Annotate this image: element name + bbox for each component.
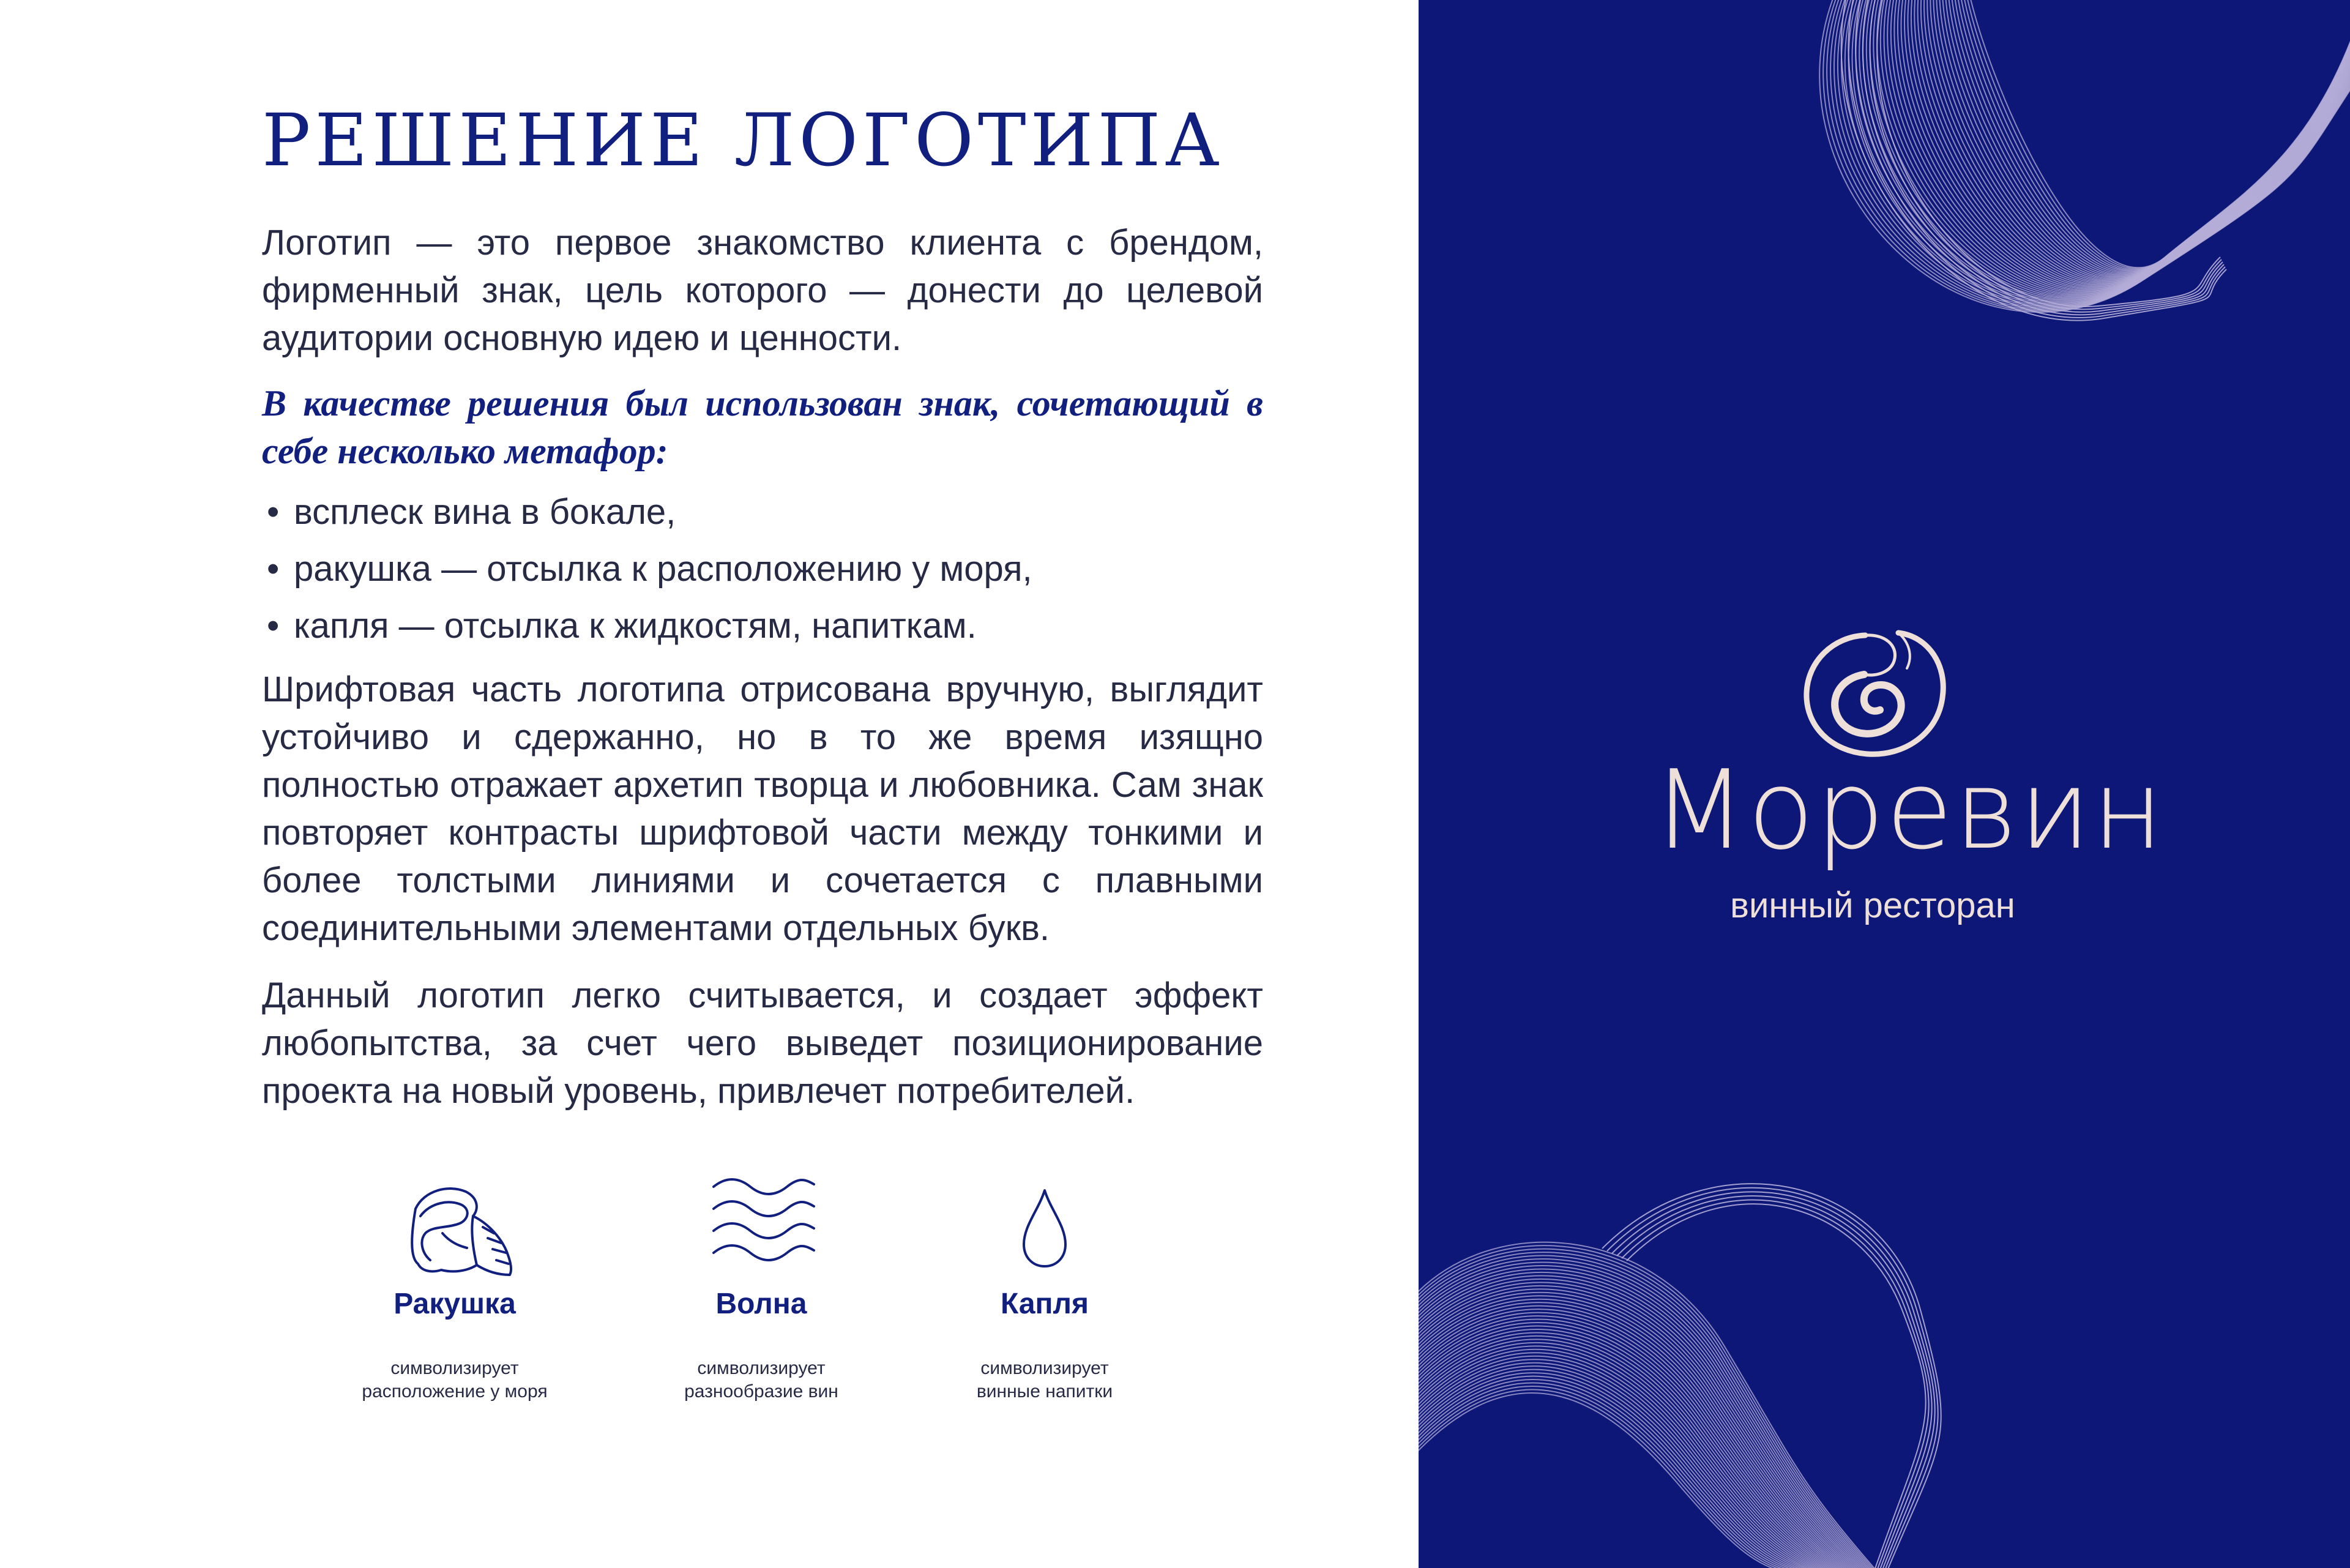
feature-description-line: символизирует (980, 1358, 1109, 1378)
page-title: РЕШЕНИЕ ЛОГОТИПА (262, 98, 1224, 182)
decorative-line (1918, 0, 2350, 283)
feature-shell (345, 1172, 565, 1402)
drop-icon (971, 1172, 1118, 1282)
decorative-line (1966, 0, 2350, 269)
intro-paragraph: Логотип — это первое знакомство клиента с брендом, фирменный знак, цель которого — донести до целевой аудитории основную идею и ценности. (262, 223, 1263, 358)
decorative-line (1602, 1184, 1941, 1568)
feature-description-line: символизирует (697, 1358, 826, 1378)
list-item-text: всплеск вина в бокале, (294, 492, 676, 532)
lead-block (262, 379, 1263, 475)
swirl-top-band (1819, 0, 2350, 312)
decorative-line (1419, 1249, 1881, 1568)
decorative-line (1911, 0, 2350, 285)
body-block-1 (262, 666, 1263, 952)
brand-tagline: винный ресторан (1730, 886, 2015, 925)
brand-name: Моревин (1652, 747, 2165, 873)
list-item (262, 597, 1263, 654)
decorative-line (1881, 0, 2350, 294)
decorative-line (1963, 0, 2350, 269)
swirl-logo-icon (1793, 618, 1952, 765)
decorative-line (1830, 0, 2350, 309)
feature-name: Капля (1000, 1288, 1089, 1320)
decorative-line (1607, 1188, 1938, 1568)
decorative-line (1898, 0, 2350, 289)
decorative-line (1942, 0, 2350, 276)
feature-description (345, 1357, 565, 1403)
lead-statement: В качестве решения был использован знак, сочетающий в себе несколько метафор: (262, 383, 1263, 471)
list-item (262, 483, 1263, 540)
decorative-line (1952, 0, 2350, 273)
feature-description-line: символизирует (390, 1358, 519, 1378)
swirl-bottom-band (1419, 1242, 1884, 1568)
body-paragraph-2: Данный логотип легко считывается, и создает эффект любопытства, за счет чего выведет позиционирование проекта на новый уровень, привлечет потребителей. (262, 976, 1263, 1111)
decorative-line (1419, 1376, 1818, 1568)
feature-description (651, 1357, 871, 1403)
decorative-line (1419, 1383, 1815, 1568)
intro-block (262, 219, 1263, 362)
bullet-mark: • (267, 549, 280, 589)
shell-icon (381, 1172, 528, 1282)
decorative-line (1894, 0, 2350, 290)
feature-name: Волна (715, 1288, 807, 1320)
decorative-line (1955, 0, 2350, 272)
decorative-line (1930, 0, 2350, 280)
list-item (262, 540, 1263, 597)
list-item-text: капля — отсылка к жидкостям, напиткам. (294, 606, 977, 646)
feature-description (934, 1357, 1155, 1403)
feature-description-line: разнообразие вин (684, 1381, 838, 1402)
decorative-line (1873, 0, 2350, 296)
swirl-bottom-ring (1602, 1184, 1941, 1568)
bullet-mark: • (267, 492, 280, 532)
body-paragraph-1: Шрифтовая часть логотипа отрисована вручную, выглядит устойчиво и сдержанно, но в то же время изящно полностью отражает архетип творца и любовника. Сам знак повторяет контрасты шрифтовой части между тонкими и более толстыми линиями и сочетается с плавными соединительными элементами отдельных букв. (262, 670, 1263, 948)
decorative-line (1960, 0, 2350, 271)
feature-description-line: винные напитки (976, 1381, 1113, 1402)
wave-icon (688, 1172, 835, 1282)
feature-wave (651, 1172, 871, 1402)
body-block-2 (262, 972, 1263, 1115)
metaphor-list-block (262, 483, 1263, 654)
feature-description-line: расположение у моря (362, 1381, 548, 1402)
feature-drop (934, 1172, 1155, 1402)
bullet-mark: • (267, 606, 280, 646)
list-item-text: ракушка — отсылка к расположению у моря, (294, 549, 1032, 589)
decorative-line (1856, 0, 2224, 315)
feature-name: Ракушка (394, 1288, 516, 1320)
decorative-line (1927, 0, 2350, 280)
metaphor-list (262, 483, 1263, 654)
